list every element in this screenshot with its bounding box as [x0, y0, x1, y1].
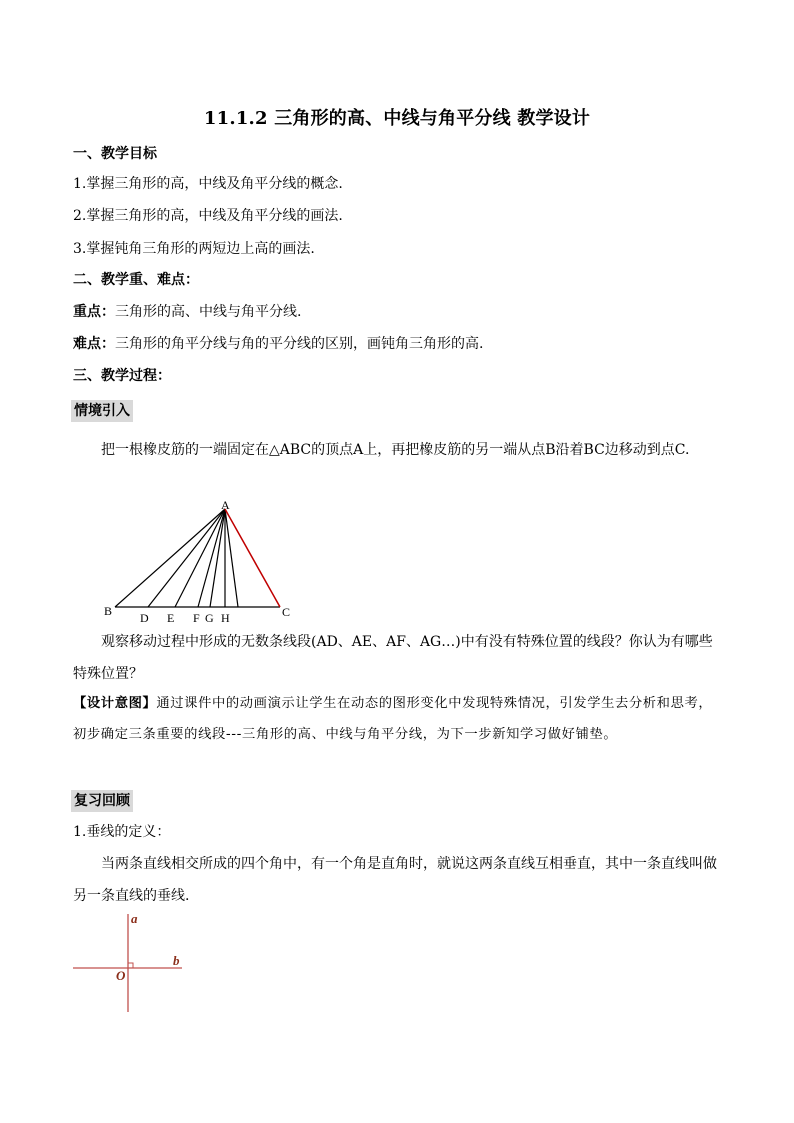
- segment-AD: [148, 509, 225, 607]
- triangle-figure: [95, 497, 305, 625]
- right-angle-mark: [128, 963, 133, 968]
- section-heading-keypoints: 二、教学重、难点：: [73, 272, 199, 288]
- page-title: 11.1.2 三角形的高、中线与角平分线 教学设计: [203, 108, 591, 129]
- key-point-text: 三角形的高、中线与角平分线.: [115, 304, 302, 320]
- design-intent-paragraph: [73, 688, 725, 750]
- key-point-label: 重点：: [73, 304, 115, 320]
- segment-AB: [115, 509, 225, 607]
- label-A: A: [221, 498, 230, 512]
- difficult-point-line: [73, 334, 723, 354]
- label-a: a: [131, 912, 138, 926]
- label-D: D: [140, 611, 149, 625]
- label-E: E: [167, 611, 175, 625]
- label-C: C: [282, 605, 291, 619]
- label-G: G: [205, 611, 214, 625]
- key-point-line: [73, 302, 723, 322]
- label-O: O: [116, 968, 126, 983]
- perpendicular-definition: 当两条直线相交所成的四个角中，有一个角是直角时，就说这两条直线互相垂直，其中一条直线叫做另一条直线的垂线.: [73, 856, 717, 904]
- difficult-point-text: 三角形的角平分线与角的平分线的区别，画钝角三角形的高.: [115, 336, 484, 352]
- triangle-lines: [115, 509, 280, 607]
- objective-item-2: 2.掌握三角形的高，中线及角平分线的画法.: [73, 208, 343, 224]
- section-heading-objectives: 一、教学目标: [73, 146, 157, 162]
- design-intent-text: 通过课件中的动画演示让学生在动态的图形变化中发现特殊情况，引发学生去分析和思考，初步确定三条重要的线段---三角形的高、中线与角平分线，为下一步新知学习做好铺垫。: [73, 696, 713, 742]
- review-item: 1.垂线的定义：: [73, 824, 171, 840]
- label-H: H: [221, 611, 230, 625]
- difficult-point-label: 难点：: [73, 336, 115, 352]
- perpendicular-figure: [70, 912, 190, 1017]
- design-intent-label: 【设计意图】: [73, 696, 157, 711]
- objective-item-3: 3.掌握钝角三角形的两短边上高的画法.: [73, 241, 315, 257]
- segment-AC: [225, 509, 280, 607]
- section-heading-process: 三、教学过程：: [73, 368, 171, 384]
- segment-extra: [225, 509, 238, 607]
- objective-item-1: 1.掌握三角形的高，中线及角平分线的概念.: [73, 176, 343, 192]
- label-B: B: [104, 604, 113, 618]
- segment-AF: [198, 509, 225, 607]
- label-F: F: [193, 611, 200, 625]
- label-b: b: [173, 953, 180, 968]
- intro-paragraph: 把一根橡皮筋的一端固定在△ABC的顶点A上，再把橡皮筋的另一端从点B沿着BC边移动到点C.: [101, 442, 690, 458]
- intro-label: 情境引入: [71, 400, 133, 422]
- question-paragraph: 观察移动过程中形成的无数条线段(AD、AE、AF、AG…)中有没有特殊位置的线段？你认为有哪些特殊位置？: [73, 634, 713, 682]
- review-label: 复习回顾: [71, 790, 133, 812]
